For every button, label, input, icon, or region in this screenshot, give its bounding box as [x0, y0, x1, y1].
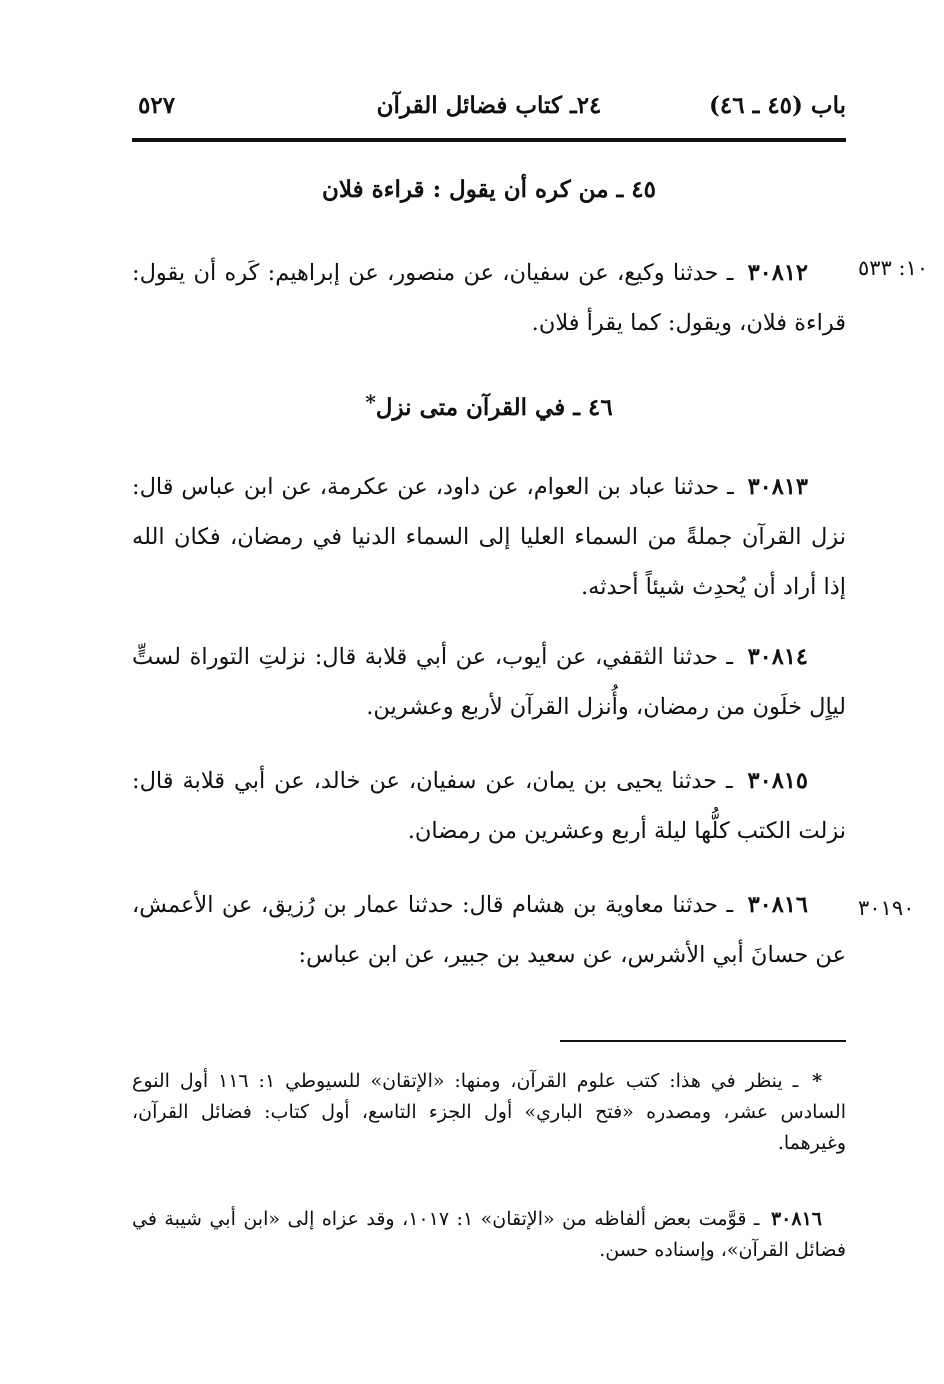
hadith-text: ـ حدثنا عباد بن العوام، عن داود، عن عكرمة، عن ابن عباس قال: نزل القرآن جملةً من السماء العليا إلى السماء الدنيا في رمضان، فكان الله إذا أراد أن يُحدِث شيئاً أحدثه. [132, 474, 846, 600]
footnote-rule [560, 1040, 846, 1042]
section-heading-45 [132, 176, 846, 203]
page-number: ٥٢٧ [138, 92, 176, 119]
running-header [132, 92, 846, 136]
hadith-number: ٣٠٨١٥ [747, 768, 808, 794]
section-title: ٤٥ ـ من كره أن يقول : قراءة فلان [322, 176, 656, 203]
hadith-text: ـ حدثنا وكيع، عن سفيان، عن منصور، عن إبراهيم: كَره أن يقول: قراءة فلان، ويقول: كما يقرأ فلان. [132, 260, 846, 336]
hadith-number: ٣٠٨١٦ [747, 892, 809, 918]
footnote-text: ـ قوَّمت بعض ألفاظه من «الإتقان» ١: ١٠١٧، وقد عزاه إلى «ابن أبي شيبة في فضائل القرآن»، وإسناده حسن. [132, 1208, 846, 1261]
footnote-30816 [132, 1204, 846, 1266]
hadith-number: ٣٠٨١٢ [747, 260, 809, 286]
footnote-text: ـ ينظر في هذا: كتب علوم القرآن، ومنها: «الإتقان» للسيوطي ١: ١١٦ أول النوع السادس عشر، ومصدره «فتح الباري» أول الجزء التاسع، أول كتاب: فضائل القرآن، وغيرهما. [132, 1070, 846, 1154]
hadith-text: ـ حدثنا يحيى بن يمان، عن سفيان، عن خالد، عن أبي قلابة قال: نزلت الكتب كلُّها ليلة أربع وعشرين من رمضان. [132, 768, 846, 844]
footnote-mark: * [812, 1070, 822, 1092]
hadith-30816 [132, 880, 846, 980]
hadith-text: ـ حدثنا معاوية بن هشام قال: حدثنا عمار بن رُزيق، عن الأعمش، عن حسانَ أبي الأشرس، عن سعيد بن جبير، عن ابن عباس: [132, 892, 846, 968]
header-rule [132, 138, 846, 142]
section-title: ٤٦ ـ في القرآن متى نزل [375, 394, 613, 421]
hadith-30813 [132, 462, 846, 612]
section-heading-46 [132, 390, 846, 421]
book-title: ٢٤ـ كتاب فضائل القرآن [376, 92, 602, 119]
hadith-30815 [132, 756, 846, 856]
chapter-range: باب (٤٥ ـ ٤٦) [708, 92, 846, 119]
hadith-30814 [132, 632, 846, 732]
hadith-number: ٣٠٨١٣ [747, 474, 808, 500]
side-reference: ١٠: ٥٣٣ [858, 256, 929, 280]
hadith-30812 [132, 248, 846, 348]
side-reference: ٣٠١٩٠ [858, 896, 915, 920]
hadith-number: ٣٠٨١٤ [747, 644, 809, 670]
footnote-star [132, 1066, 846, 1159]
footnote-mark: ٣٠٨١٦ [770, 1208, 822, 1230]
footnote-reference-star: * [365, 390, 376, 414]
hadith-text: ـ حدثنا الثقفي، عن أيوب، عن أبي قلابة قال: نزلتِ التوراة لستٍّ لياٍل خلَون من رمضان، وأُنزل القرآن لأربع وعشرين. [132, 644, 846, 720]
